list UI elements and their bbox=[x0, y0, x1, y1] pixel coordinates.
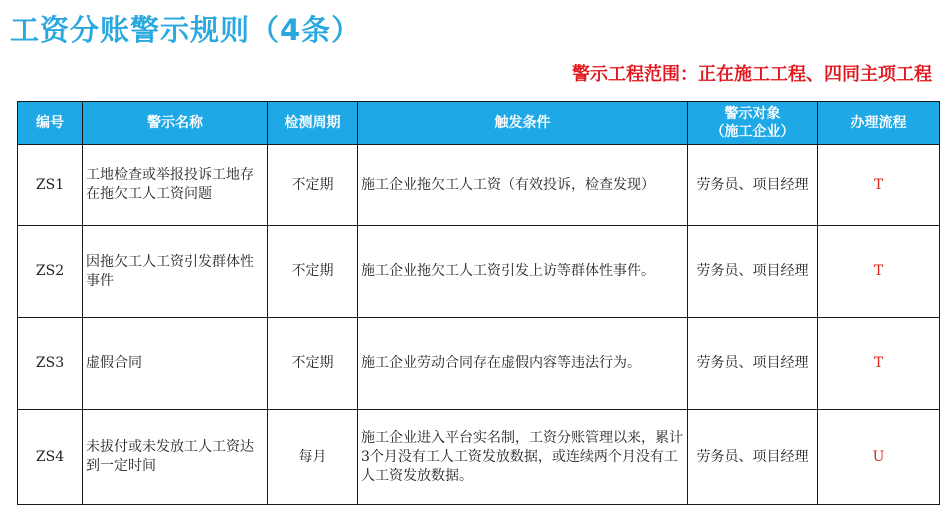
warning-scope: 警示工程范围：正在施工工程、四同主项工程 bbox=[572, 64, 932, 85]
warning-rules-table bbox=[17, 101, 940, 505]
header-id: 编号 bbox=[18, 102, 83, 145]
header-target-line1: 警示对象 bbox=[724, 106, 781, 122]
row-cycle: 不定期 bbox=[268, 226, 358, 318]
table-row bbox=[18, 410, 940, 505]
row-id: ZS2 bbox=[18, 226, 83, 318]
row-process: T bbox=[818, 145, 940, 226]
row-target: 劳务员、项目经理 bbox=[688, 226, 818, 318]
row-name: 未拔付或未发放工人工资达到一定时间 bbox=[83, 410, 268, 505]
row-name: 虚假合同 bbox=[83, 318, 268, 410]
row-condition: 施工企业劳动合同存在虚假内容等违法行为。 bbox=[358, 318, 688, 410]
table-row bbox=[18, 318, 940, 410]
row-id: ZS1 bbox=[18, 145, 83, 226]
row-target: 劳务员、项目经理 bbox=[688, 145, 818, 226]
header-name: 警示名称 bbox=[83, 102, 268, 145]
row-cycle: 不定期 bbox=[268, 318, 358, 410]
row-condition: 施工企业拖欠工人工资引发上访等群体性事件。 bbox=[358, 226, 688, 318]
table-row bbox=[18, 145, 940, 226]
row-process: U bbox=[818, 410, 940, 505]
row-target: 劳务员、项目经理 bbox=[688, 410, 818, 505]
row-name: 因拖欠工人工资引发群体性事件 bbox=[83, 226, 268, 318]
header-cycle: 检测周期 bbox=[268, 102, 358, 145]
page-title: 工资分账警示规则（4条） bbox=[10, 13, 362, 47]
row-condition: 施工企业拖欠工人工资（有效投诉，检查发现） bbox=[358, 145, 688, 226]
header-target bbox=[688, 102, 818, 145]
row-process: T bbox=[818, 318, 940, 410]
row-cycle: 每月 bbox=[268, 410, 358, 505]
row-id: ZS4 bbox=[18, 410, 83, 505]
row-process: T bbox=[818, 226, 940, 318]
row-cycle: 不定期 bbox=[268, 145, 358, 226]
table-header-row bbox=[18, 102, 940, 145]
row-id: ZS3 bbox=[18, 318, 83, 410]
header-process: 办理流程 bbox=[818, 102, 940, 145]
row-condition: 施工企业进入平台实名制，工资分账管理以来，累计3个月没有工人工资发放数据，或连续两个月没有工人工资发放数据。 bbox=[358, 410, 688, 505]
header-condition: 触发条件 bbox=[358, 102, 688, 145]
header-target-line2: （施工企业） bbox=[710, 124, 795, 140]
row-target: 劳务员、项目经理 bbox=[688, 318, 818, 410]
table-row bbox=[18, 226, 940, 318]
row-name: 工地检查或举报投诉工地存在拖欠工人工资问题 bbox=[83, 145, 268, 226]
